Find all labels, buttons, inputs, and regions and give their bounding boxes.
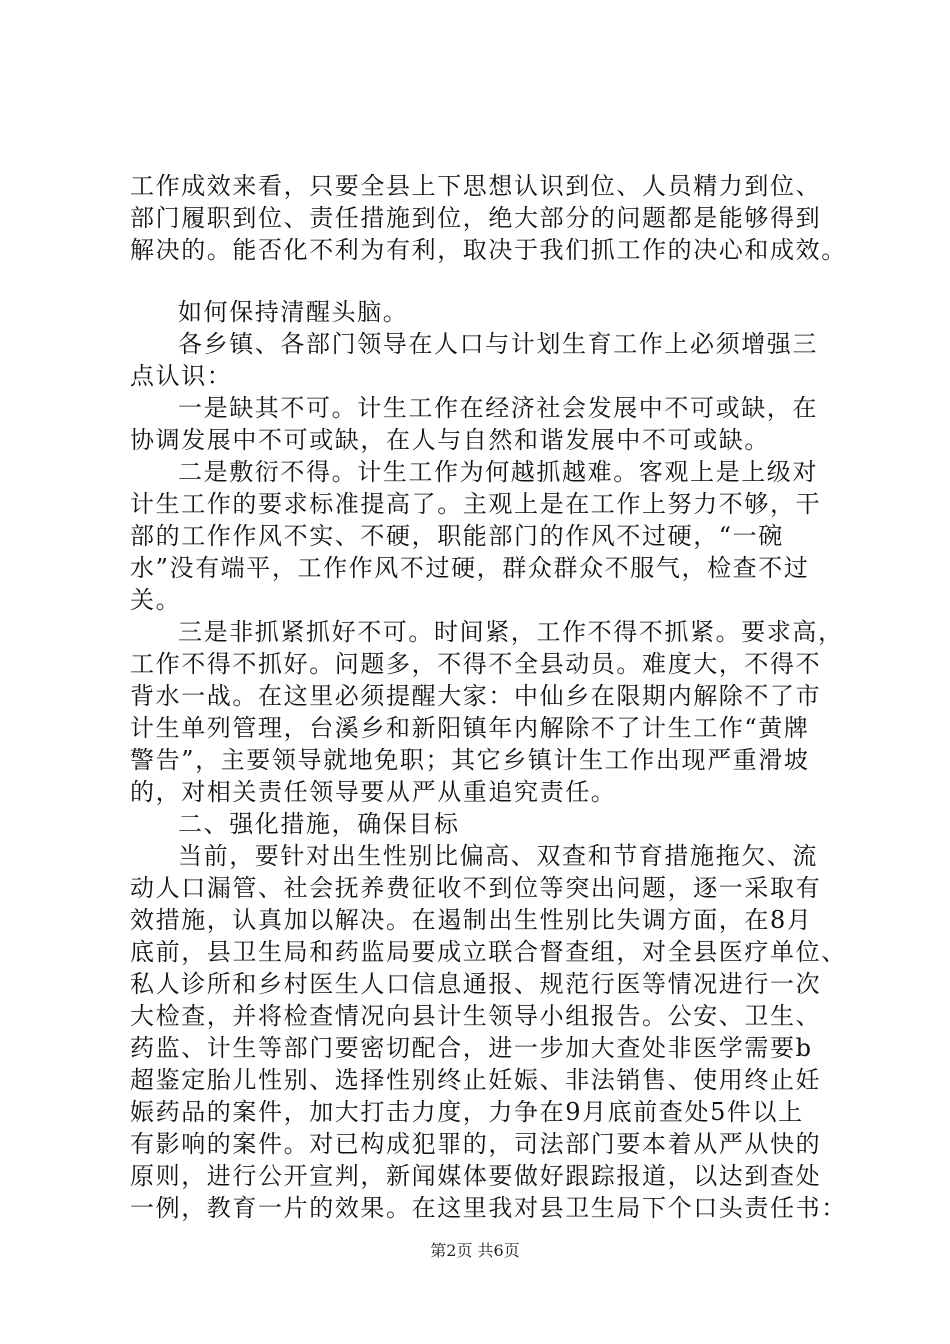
text-line: 点认识： (130, 362, 233, 390)
text-line: 工作不得不抓好。问题多，不得不全县动员。难度大，不得不 (130, 650, 822, 678)
text-line: 计生单列管理，台溪乡和新阳镇年内解除不了计生工作“黄牌 (130, 714, 810, 742)
text-line: 娠药品的案件，加大打击力度，力争在9月底前查处5件以上 (130, 1098, 804, 1126)
text-line: 部的工作作风不实、不硬，职能部门的作风不过硬，“一碗 (130, 522, 784, 550)
text-line: 各乡镇、各部门领导在人口与计划生育工作上必须增强三 (178, 330, 818, 358)
text-line: 计生工作的要求标准提高了。主观上是在工作上努力不够，干 (130, 490, 822, 518)
text-line: 二、强化措施，确保目标 (178, 810, 460, 838)
page-footer: 第2页 共6页 (430, 1241, 520, 1260)
text-line: 底前，县卫生局和药监局要成立联合督查组，对全县医疗单位、 (130, 938, 847, 966)
text-line: 背水一战。在这里必须提醒大家：中仙乡在限期内解除不了市 (130, 682, 822, 710)
text-line: 二是敷衍不得。计生工作为何越抓越难。客观上是上级对 (178, 458, 818, 486)
text-line: 部门履职到位、责任措施到位，绝大部分的问题都是能够得到 (130, 204, 822, 232)
document-body (130, 170, 850, 1224)
text-line: 解决的。能否化不利为有利，取决于我们抓工作的决心和成效。 (130, 236, 847, 264)
text-line: 当前，要针对出生性别比偏高、双查和节育措施拖欠、流 (178, 842, 818, 870)
text-line: 如何保持清醒头脑。 (178, 298, 409, 326)
text-line: 水”没有端平，工作作风不过硬，群众群众不服气，检查不过 (130, 554, 810, 582)
text-line: 三是非抓紧抓好不可。时间紧，工作不得不抓紧。要求高， (178, 618, 844, 646)
text-line: 工作成效来看，只要全县上下思想认识到位、人员精力到位、 (130, 172, 822, 200)
text-line: 原则，进行公开宣判，新闻媒体要做好跟踪报道，以达到查处 (130, 1162, 822, 1190)
text-line: 效措施，认真加以解决。在遏制出生性别比失调方面，在8月 (130, 906, 813, 934)
text-line: 一是缺其不可。计生工作在经济社会发展中不可或缺，在 (178, 394, 818, 422)
text-line: 私人诊所和乡村医生人口信息通报、规范行医等情况进行一次 (130, 970, 822, 998)
text-line: 大检查，并将检查情况向县计生领导小组报告。公安、卫生、 (130, 1002, 822, 1030)
text-line: 动人口漏管、社会抚养费征收不到位等突出问题，逐一采取有 (130, 874, 822, 902)
text-line: 协调发展中不可或缺，在人与自然和谐发展中不可或缺。 (130, 426, 770, 454)
text-line: 一例，教育一片的效果。在这里我对县卫生局下个口头责任书： (130, 1194, 847, 1222)
text-line: 关。 (130, 586, 182, 614)
text-line: 药监、计生等部门要密切配合，进一步加大查处非医学需要b (130, 1034, 813, 1062)
text-line: 的，对相关责任领导要从严从重追究责任。 (130, 778, 617, 806)
text-line: 警告”，主要领导就地免职；其它乡镇计生工作出现严重滑坡 (130, 746, 810, 774)
text-line: 有影响的案件。对已构成犯罪的，司法部门要本着从严从快的 (130, 1130, 822, 1158)
text-line: 超鉴定胎儿性别、选择性别终止妊娠、非法销售、使用终止妊 (130, 1066, 822, 1094)
paragraph-gap (130, 266, 850, 296)
